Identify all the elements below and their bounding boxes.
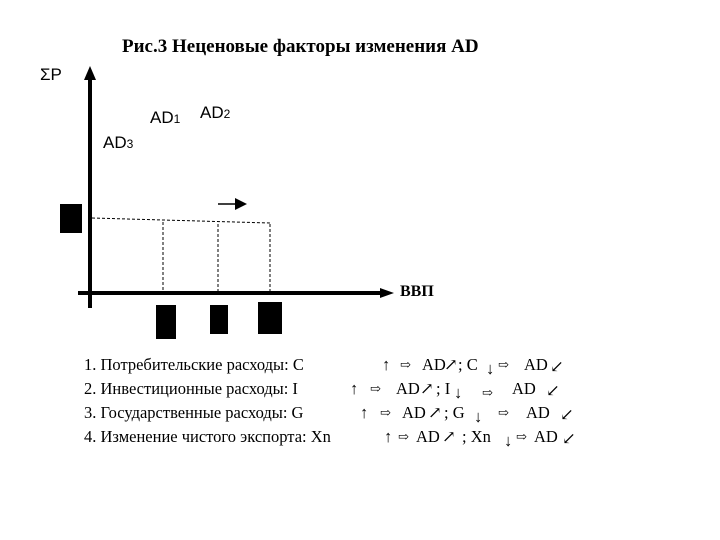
ad-increase-arrow-icon: ↗ bbox=[428, 403, 442, 422]
ad-increase-arrow-icon: ↗ bbox=[420, 379, 434, 398]
factor-ad: AD bbox=[526, 403, 550, 422]
up-arrow-icon: ↑ bbox=[360, 403, 369, 422]
y-axis bbox=[84, 66, 96, 308]
up-arrow-icon: ↑ bbox=[350, 379, 359, 398]
factor-text: 2. Инвестиционные расходы: I bbox=[84, 379, 298, 398]
implies-arrow-icon: ⇨ bbox=[498, 357, 509, 372]
factor-sep: ; Xn bbox=[462, 427, 491, 446]
factor-text: 1. Потребительские расходы: C bbox=[84, 355, 304, 374]
factor-ad: AD bbox=[416, 427, 440, 446]
down-arrow-icon: ↓ bbox=[486, 359, 495, 378]
implies-arrow-icon: ⇨ bbox=[498, 405, 509, 420]
price-level-dashed-line bbox=[92, 218, 270, 223]
implies-arrow-icon: ⇨ bbox=[400, 357, 411, 372]
down-arrow-icon: ↓ bbox=[504, 431, 513, 450]
factor-ad: AD bbox=[422, 355, 446, 374]
figure-title: Рис.3 Неценовые факторы изменения AD bbox=[122, 36, 479, 57]
implies-arrow-icon: ⇨ bbox=[370, 381, 381, 396]
factor-sep: ; C bbox=[458, 355, 478, 374]
implies-arrow-icon: ⇨ bbox=[516, 429, 527, 444]
factor-text: 4. Изменение чистого экспорта: Xn bbox=[84, 427, 331, 446]
ad-increase-arrow-icon: ↗ bbox=[442, 427, 456, 446]
curve-label-ad2: AD2 bbox=[200, 103, 231, 122]
factor-ad: AD bbox=[534, 427, 558, 446]
factor-sep: ; G bbox=[444, 403, 465, 422]
ad-decrease-arrow-icon: ↙ bbox=[546, 381, 560, 400]
implies-arrow-icon: ⇨ bbox=[482, 385, 493, 400]
curve-label-ad3: AD3 bbox=[103, 133, 134, 152]
factor-ad: AD bbox=[524, 355, 548, 374]
ad-decrease-arrow-icon: ↙ bbox=[562, 429, 576, 448]
y-axis-label: ΣP bbox=[40, 65, 62, 84]
price-marker-block bbox=[60, 204, 82, 233]
output-marker-block-3 bbox=[258, 302, 282, 334]
factor-ad: AD bbox=[402, 403, 426, 422]
down-arrow-icon: ↓ bbox=[454, 383, 463, 402]
factor-text: 3. Государственные расходы: G bbox=[84, 403, 304, 422]
x-axis bbox=[78, 288, 394, 298]
down-arrow-icon: ↓ bbox=[474, 407, 483, 426]
output-marker-block-1 bbox=[156, 305, 176, 339]
ad-decrease-arrow-icon: ↙ bbox=[560, 405, 574, 424]
implies-arrow-icon: ⇨ bbox=[398, 429, 409, 444]
x-axis-label: ВВП bbox=[400, 283, 434, 300]
factor-sep: ; I bbox=[436, 379, 451, 398]
factor-ad: AD bbox=[396, 379, 420, 398]
curve-label-ad1: AD1 bbox=[150, 108, 181, 127]
ad-increase-arrow-icon: ↗ bbox=[444, 355, 458, 374]
implies-arrow-icon: ⇨ bbox=[380, 405, 391, 420]
up-arrow-icon: ↑ bbox=[382, 355, 391, 374]
ad-decrease-arrow-icon: ↙ bbox=[550, 357, 564, 376]
output-marker-block-2 bbox=[210, 305, 228, 334]
factor-ad: AD bbox=[512, 379, 536, 398]
up-arrow-icon: ↑ bbox=[384, 427, 393, 446]
